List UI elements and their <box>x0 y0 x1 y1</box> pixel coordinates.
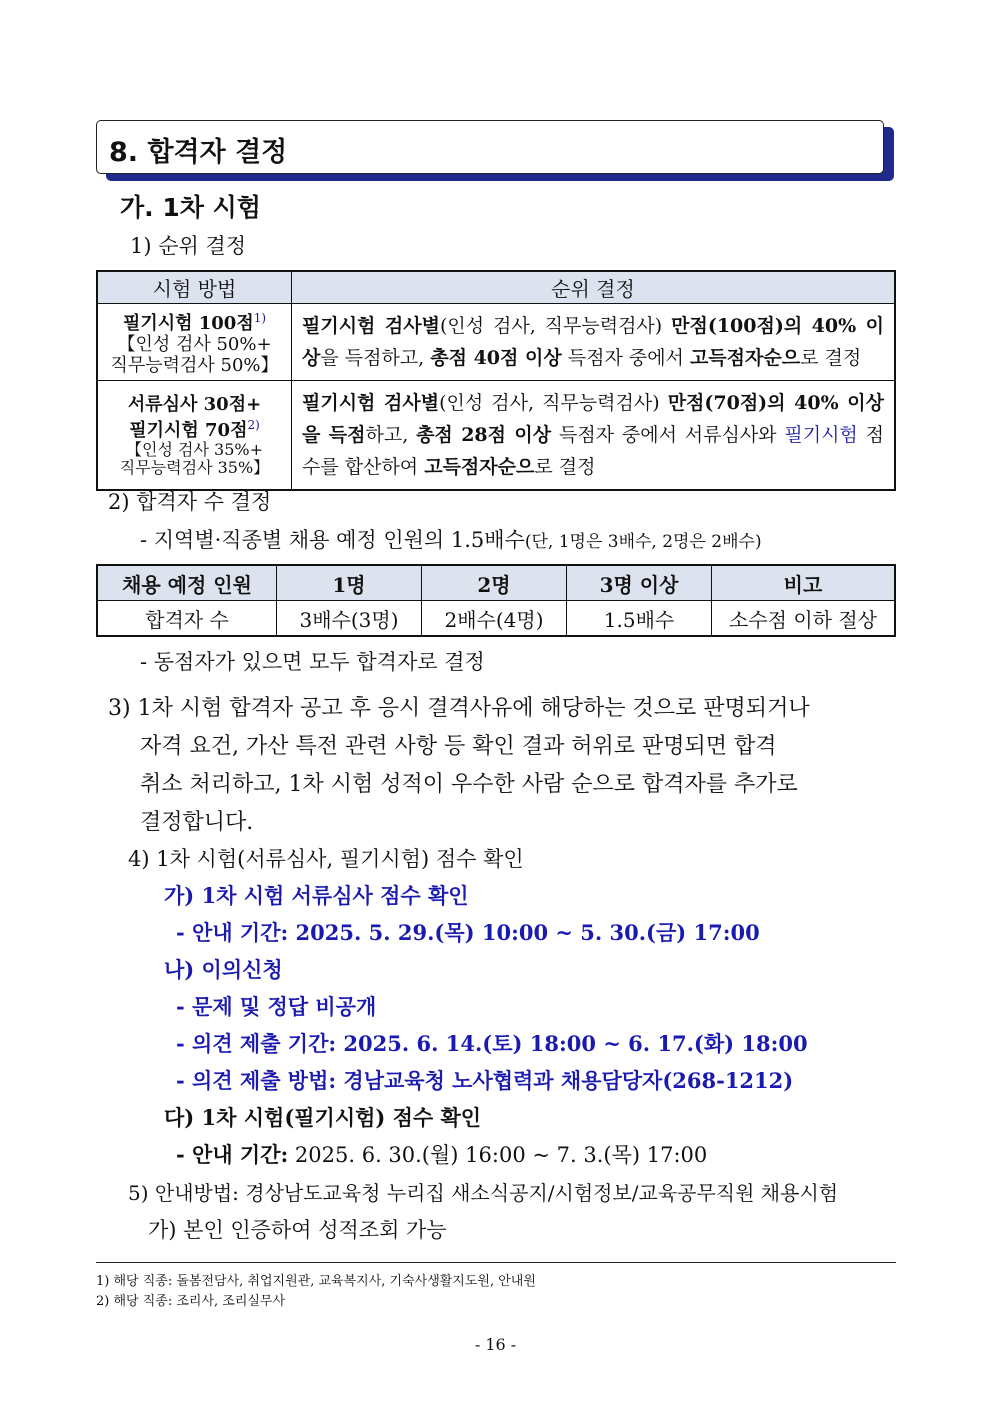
table-header-cell: 채용 예정 인원 <box>97 565 277 601</box>
item-2-tie-note: - 동점자가 있으면 모두 합격자로 결정 <box>140 650 485 674</box>
table-cell: 1.5배수 <box>567 601 712 637</box>
item-4-heading: 4) 1차 시험(서류심사, 필기시험) 점수 확인 <box>128 847 524 871</box>
item-2-detail <box>140 524 762 554</box>
pass-count-table <box>96 564 896 637</box>
rule-text: 만점(70점)의 40% 이상을 득점 <box>302 392 884 446</box>
footnote-divider <box>96 1262 896 1263</box>
table-header-cell: 비고 <box>712 565 896 601</box>
method-line: 서류심사 30점+ <box>127 393 262 415</box>
rule-text: 고득점자순으 <box>424 456 535 478</box>
footnote: 1) 해당 직종: 돌봄전담사, 취업지원관, 교육복지사, 기숙사생활지도원, 안내원 <box>96 1274 536 1289</box>
rule-text: 득점자 중에서 <box>561 347 690 369</box>
method-cell <box>97 381 292 491</box>
period-value: 2025. 6. 30.(월) 16:00 ~ 7. 3.(목) 17:00 <box>288 1143 708 1167</box>
rule-text: 필기시험 검사별 <box>302 315 440 337</box>
method-line: 직무능력검사 35%】 <box>119 457 270 477</box>
detail-main: - 지역별·직종별 채용 예정 인원의 1.5배수 <box>140 528 525 552</box>
item-3-line: 결정합니다. <box>140 810 254 835</box>
item-4-na: 나) 이의신청 <box>164 957 283 982</box>
item-4-na-line: - 의견 제출 기간: 2025. 6. 14.(토) 18:00 ~ 6. 17.(화) 18:00 <box>176 1031 808 1056</box>
rule-text: 로 결정 <box>800 347 862 369</box>
item-4-da: 다) 1차 시험(필기시험) 점수 확인 <box>164 1105 482 1130</box>
table-cell: 소수점 이하 절상 <box>712 601 896 637</box>
item-4-ga-period: - 안내 기간: 2025. 5. 29.(목) 10:00 ~ 5. 30.(금) 17:00 <box>176 920 760 945</box>
table-header-cell: 시험 방법 <box>97 271 292 304</box>
rule-text: 고득점자순으 <box>689 347 801 369</box>
item-4-na-line: - 문제 및 정답 비공개 <box>176 994 377 1019</box>
rule-text: 만점(100점)의 40% 이상 <box>302 315 885 369</box>
item-3-line: 3) 1차 시험 합격자 공고 후 응시 결격사유에 해당하는 것으로 판명되거나 <box>108 696 810 721</box>
table-header-cell: 1명 <box>277 565 422 601</box>
detail-note: (단, 1명은 3배수, 2명은 2배수) <box>524 532 762 552</box>
table-cell: 합격자 수 <box>97 601 277 637</box>
rule-text: 필기시험 <box>784 424 858 446</box>
item-1-heading: 1) 순위 결정 <box>130 234 247 258</box>
item-5-heading: 5) 안내방법: 경상남도교육청 누리집 새소식공지/시험정보/교육공무직원 채용시험 <box>128 1181 839 1205</box>
table-row <box>97 381 895 491</box>
item-3-line: 자격 요건, 가산 특전 관련 사항 등 확인 결과 허위로 판명되면 합격 <box>140 734 777 759</box>
method-line: 【인성 검사 35%+ <box>126 439 263 459</box>
table-row <box>97 601 895 637</box>
table-header-cell: 2명 <box>422 565 567 601</box>
footnote: 2) 해당 직종: 조리사, 조리실무사 <box>96 1294 286 1309</box>
rule-text: 로 결정 <box>534 456 596 478</box>
ranking-rule-cell <box>292 381 896 491</box>
item-4-ga: 가) 1차 시험 서류심사 점수 확인 <box>164 883 469 908</box>
item-2-heading: 2) 합격자 수 결정 <box>108 490 272 514</box>
table-header-cell: 3명 이상 <box>567 565 712 601</box>
table-header-row <box>97 271 895 304</box>
method-line: 필기시험 70점 <box>129 419 248 441</box>
rule-text: 점수를 합산하여 <box>302 424 884 478</box>
rule-text: 득점자 중에서 서류심사와 <box>551 424 785 446</box>
table-header-row <box>97 565 895 601</box>
table-row <box>97 304 895 381</box>
item-4-na-line: - 의견 제출 방법: 경남교육청 노사협력과 채용담당자(268-1212) <box>176 1068 794 1093</box>
rule-text: (인성 검사, 직무능력검사) <box>439 315 672 337</box>
item-4-da-period <box>176 1139 707 1169</box>
rule-text: 하고, <box>365 424 417 446</box>
section-title: 8. 합격자 결정 <box>109 137 288 168</box>
footnote-ref: 2) <box>247 417 260 432</box>
method-line: 필기시험 100점 <box>122 313 254 334</box>
item-3-line: 취소 처리하고, 1차 시험 성적이 우수한 사람 순으로 합격자를 추가로 <box>140 772 798 797</box>
period-label: - 안내 기간: <box>176 1142 289 1167</box>
rule-text: 총점 40점 이상 <box>430 347 562 369</box>
method-line: 【인성 검사 50%+ <box>117 334 272 355</box>
method-cell <box>97 304 292 381</box>
rule-text: 총점 28점 이상 <box>416 424 552 446</box>
footnote-ref: 1) <box>253 311 267 325</box>
table-header-cell: 순위 결정 <box>292 271 896 304</box>
table-cell: 3배수(3명) <box>277 601 422 637</box>
page-number: - 16 - <box>474 1335 517 1354</box>
subsection-heading: 가. 1차 시험 <box>120 193 261 222</box>
table-cell: 2배수(4명) <box>422 601 567 637</box>
ranking-rule-cell <box>292 304 896 381</box>
item-5-ga: 가) 본인 인증하여 성적조회 가능 <box>148 1218 447 1242</box>
rule-text: (인성 검사, 직무능력검사) <box>439 392 668 414</box>
rule-text: 필기시험 검사별 <box>302 392 440 414</box>
section-title-box <box>96 120 884 174</box>
ranking-table <box>96 270 896 491</box>
method-line: 직무능력검사 50%】 <box>110 355 279 376</box>
rule-text: 을 득점하고, <box>320 347 431 369</box>
